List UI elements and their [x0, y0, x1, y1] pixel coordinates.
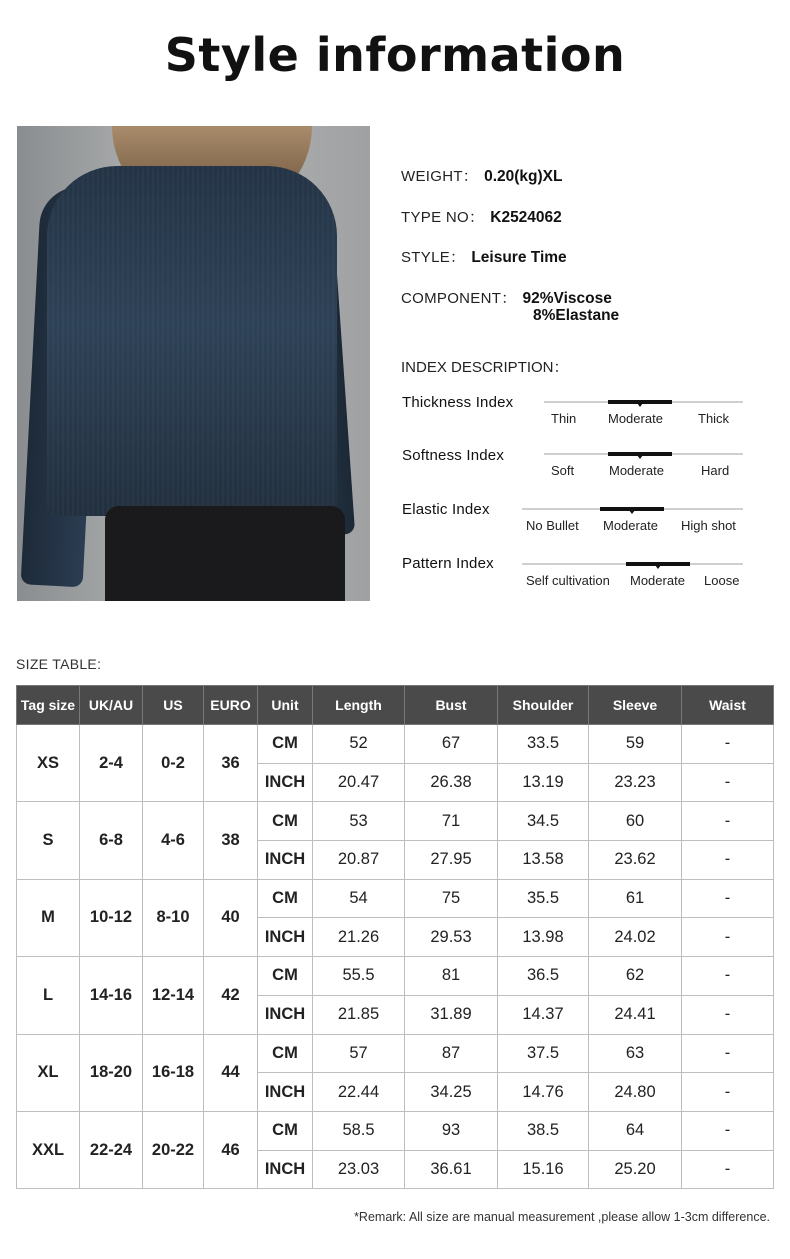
page-title: Style information	[164, 28, 626, 82]
unit-cm-cell: CM	[258, 1111, 313, 1150]
shirt-rib-texture	[47, 166, 337, 516]
index-option: Moderate	[630, 573, 685, 588]
uk-au-cell: 10-12	[80, 879, 143, 956]
type-value: K2524062	[490, 209, 562, 226]
table-row	[17, 879, 774, 918]
us-cell: 16-18	[143, 1034, 204, 1111]
index-scale-thickness	[544, 401, 743, 437]
header-unit: Unit	[258, 686, 313, 725]
index-pointer-icon	[629, 510, 635, 514]
us-cell: 4-6	[143, 802, 204, 879]
measurement-cell: -	[682, 918, 774, 957]
style-row	[401, 246, 567, 267]
size-table	[16, 685, 774, 1189]
us-cell: 8-10	[143, 879, 204, 956]
header-waist: Waist	[682, 686, 774, 725]
style-label: STYLE：	[401, 249, 466, 266]
measurement-cell: 13.19	[498, 763, 589, 802]
size-table-title: SIZE TABLE:	[16, 656, 102, 672]
measurement-cell: 60	[589, 802, 682, 841]
measurement-cell: 58.5	[313, 1111, 405, 1150]
index-option: Moderate	[608, 411, 663, 426]
measurement-cell: 21.26	[313, 918, 405, 957]
euro-cell: 46	[204, 1111, 258, 1188]
header-bust: Bust	[405, 686, 498, 725]
measurement-cell: 34.25	[405, 1073, 498, 1112]
header-us: US	[143, 686, 204, 725]
index-pointer-icon	[637, 403, 643, 407]
table-row	[17, 1111, 774, 1150]
measurement-cell: 27.95	[405, 841, 498, 880]
index-option: Moderate	[603, 518, 658, 533]
unit-cm-cell: CM	[258, 879, 313, 918]
measurement-cell: 26.38	[405, 763, 498, 802]
unit-inch-cell: INCH	[258, 918, 313, 957]
measurement-cell: 13.58	[498, 841, 589, 880]
index-option: Self cultivation	[526, 573, 610, 588]
type-row	[401, 206, 562, 227]
measurement-cell: 34.5	[498, 802, 589, 841]
measurement-cell: 75	[405, 879, 498, 918]
measurement-cell: 36.61	[405, 1150, 498, 1189]
measurement-cell: 59	[589, 725, 682, 764]
us-cell: 0-2	[143, 725, 204, 802]
euro-cell: 40	[204, 879, 258, 956]
measurement-cell: 24.80	[589, 1073, 682, 1112]
measurement-cell: -	[682, 1111, 774, 1150]
unit-inch-cell: INCH	[258, 763, 313, 802]
measurement-cell: 57	[313, 1034, 405, 1073]
measurement-cell: 24.02	[589, 918, 682, 957]
uk-au-cell: 2-4	[80, 725, 143, 802]
remark-note: *Remark: All size are manual measurement ,please allow 1-3cm difference.	[354, 1210, 770, 1224]
uk-au-cell: 14-16	[80, 957, 143, 1034]
measurement-cell: 23.03	[313, 1150, 405, 1189]
size-tag-cell: XXL	[17, 1111, 80, 1188]
euro-cell: 44	[204, 1034, 258, 1111]
index-option: Thin	[551, 411, 577, 426]
measurement-cell: -	[682, 1034, 774, 1073]
measurement-cell: 55.5	[313, 957, 405, 996]
index-name-thickness: Thickness Index	[402, 394, 514, 411]
measurement-cell: 20.87	[313, 841, 405, 880]
model-pants	[105, 506, 345, 601]
component-value-2: 8%Elastane	[533, 307, 620, 324]
index-name-softness: Softness Index	[402, 447, 505, 464]
index-pointer-icon	[637, 455, 643, 459]
header-shoulder: Shoulder	[498, 686, 589, 725]
measurement-cell: 25.20	[589, 1150, 682, 1189]
measurement-cell: 61	[589, 879, 682, 918]
measurement-cell: -	[682, 725, 774, 764]
measurement-cell: 23.23	[589, 763, 682, 802]
measurement-cell: 22.44	[313, 1073, 405, 1112]
measurement-cell: 37.5	[498, 1034, 589, 1073]
measurement-cell: 14.76	[498, 1073, 589, 1112]
unit-cm-cell: CM	[258, 725, 313, 764]
measurement-cell: 52	[313, 725, 405, 764]
index-option: Thick	[698, 411, 730, 426]
index-scale-softness	[544, 453, 743, 489]
unit-inch-cell: INCH	[258, 995, 313, 1034]
size-tag-cell: L	[17, 957, 80, 1034]
component-row	[401, 287, 612, 308]
index-name-elastic: Elastic Index	[402, 501, 490, 518]
size-tag-cell: S	[17, 802, 80, 879]
measurement-cell: -	[682, 802, 774, 841]
index-option: High shot	[681, 518, 736, 533]
measurement-cell: 33.5	[498, 725, 589, 764]
uk-au-cell: 18-20	[80, 1034, 143, 1111]
measurement-cell: 71	[405, 802, 498, 841]
index-option: Loose	[704, 573, 740, 588]
measurement-cell: 81	[405, 957, 498, 996]
measurement-cell: -	[682, 957, 774, 996]
size-tag-cell: XS	[17, 725, 80, 802]
measurement-cell: 24.41	[589, 995, 682, 1034]
index-option: Hard	[701, 463, 730, 478]
header-euro: EURO	[204, 686, 258, 725]
header-uk-au: UK/AU	[80, 686, 143, 725]
measurement-cell: -	[682, 879, 774, 918]
measurement-cell: 63	[589, 1034, 682, 1073]
unit-inch-cell: INCH	[258, 1073, 313, 1112]
component-label: COMPONENT：	[401, 290, 517, 307]
index-pointer-icon	[655, 565, 661, 569]
index-scale-pattern	[522, 563, 743, 599]
measurement-cell: 15.16	[498, 1150, 589, 1189]
measurement-cell: -	[682, 1073, 774, 1112]
index-option: Soft	[551, 463, 575, 478]
unit-inch-cell: INCH	[258, 1150, 313, 1189]
measurement-cell: 54	[313, 879, 405, 918]
index-scale-elastic	[522, 508, 743, 544]
type-label: TYPE NO：	[401, 209, 485, 226]
index-name-pattern: Pattern Index	[402, 555, 494, 572]
us-cell: 20-22	[143, 1111, 204, 1188]
measurement-cell: 35.5	[498, 879, 589, 918]
uk-au-cell: 22-24	[80, 1111, 143, 1188]
weight-label: WEIGHT：	[401, 168, 479, 185]
product-photo	[17, 126, 370, 601]
table-row	[17, 1034, 774, 1073]
measurement-cell: 93	[405, 1111, 498, 1150]
euro-cell: 42	[204, 957, 258, 1034]
uk-au-cell: 6-8	[80, 802, 143, 879]
measurement-cell: 64	[589, 1111, 682, 1150]
weight-row	[401, 165, 562, 186]
measurement-cell: 31.89	[405, 995, 498, 1034]
table-row	[17, 957, 774, 996]
weight-value: 0.20(kg)XL	[484, 168, 563, 185]
index-option: No Bullet	[526, 518, 579, 533]
measurement-cell: 62	[589, 957, 682, 996]
size-table-header	[17, 686, 774, 725]
measurement-cell: 29.53	[405, 918, 498, 957]
unit-cm-cell: CM	[258, 1034, 313, 1073]
measurement-cell: 87	[405, 1034, 498, 1073]
table-row	[17, 725, 774, 764]
measurement-cell: 38.5	[498, 1111, 589, 1150]
measurement-cell: 13.98	[498, 918, 589, 957]
measurement-cell: 20.47	[313, 763, 405, 802]
header-length: Length	[313, 686, 405, 725]
header-sleeve: Sleeve	[589, 686, 682, 725]
unit-cm-cell: CM	[258, 957, 313, 996]
unit-cm-cell: CM	[258, 802, 313, 841]
measurement-cell: -	[682, 841, 774, 880]
header-tag-size: Tag size	[17, 686, 80, 725]
measurement-cell: 21.85	[313, 995, 405, 1034]
measurement-cell: -	[682, 1150, 774, 1189]
measurement-cell: 67	[405, 725, 498, 764]
index-option: Moderate	[609, 463, 664, 478]
index-description: INDEX DESCRIPTION：	[401, 359, 569, 376]
size-tag-cell: M	[17, 879, 80, 956]
style-value: Leisure Time	[471, 249, 567, 266]
table-row	[17, 802, 774, 841]
us-cell: 12-14	[143, 957, 204, 1034]
measurement-cell: 14.37	[498, 995, 589, 1034]
measurement-cell: 23.62	[589, 841, 682, 880]
component-value-1: 92%Viscose	[522, 290, 612, 307]
euro-cell: 36	[204, 725, 258, 802]
size-tag-cell: XL	[17, 1034, 80, 1111]
measurement-cell: 53	[313, 802, 405, 841]
measurement-cell: -	[682, 763, 774, 802]
measurement-cell: -	[682, 995, 774, 1034]
euro-cell: 38	[204, 802, 258, 879]
unit-inch-cell: INCH	[258, 841, 313, 880]
measurement-cell: 36.5	[498, 957, 589, 996]
